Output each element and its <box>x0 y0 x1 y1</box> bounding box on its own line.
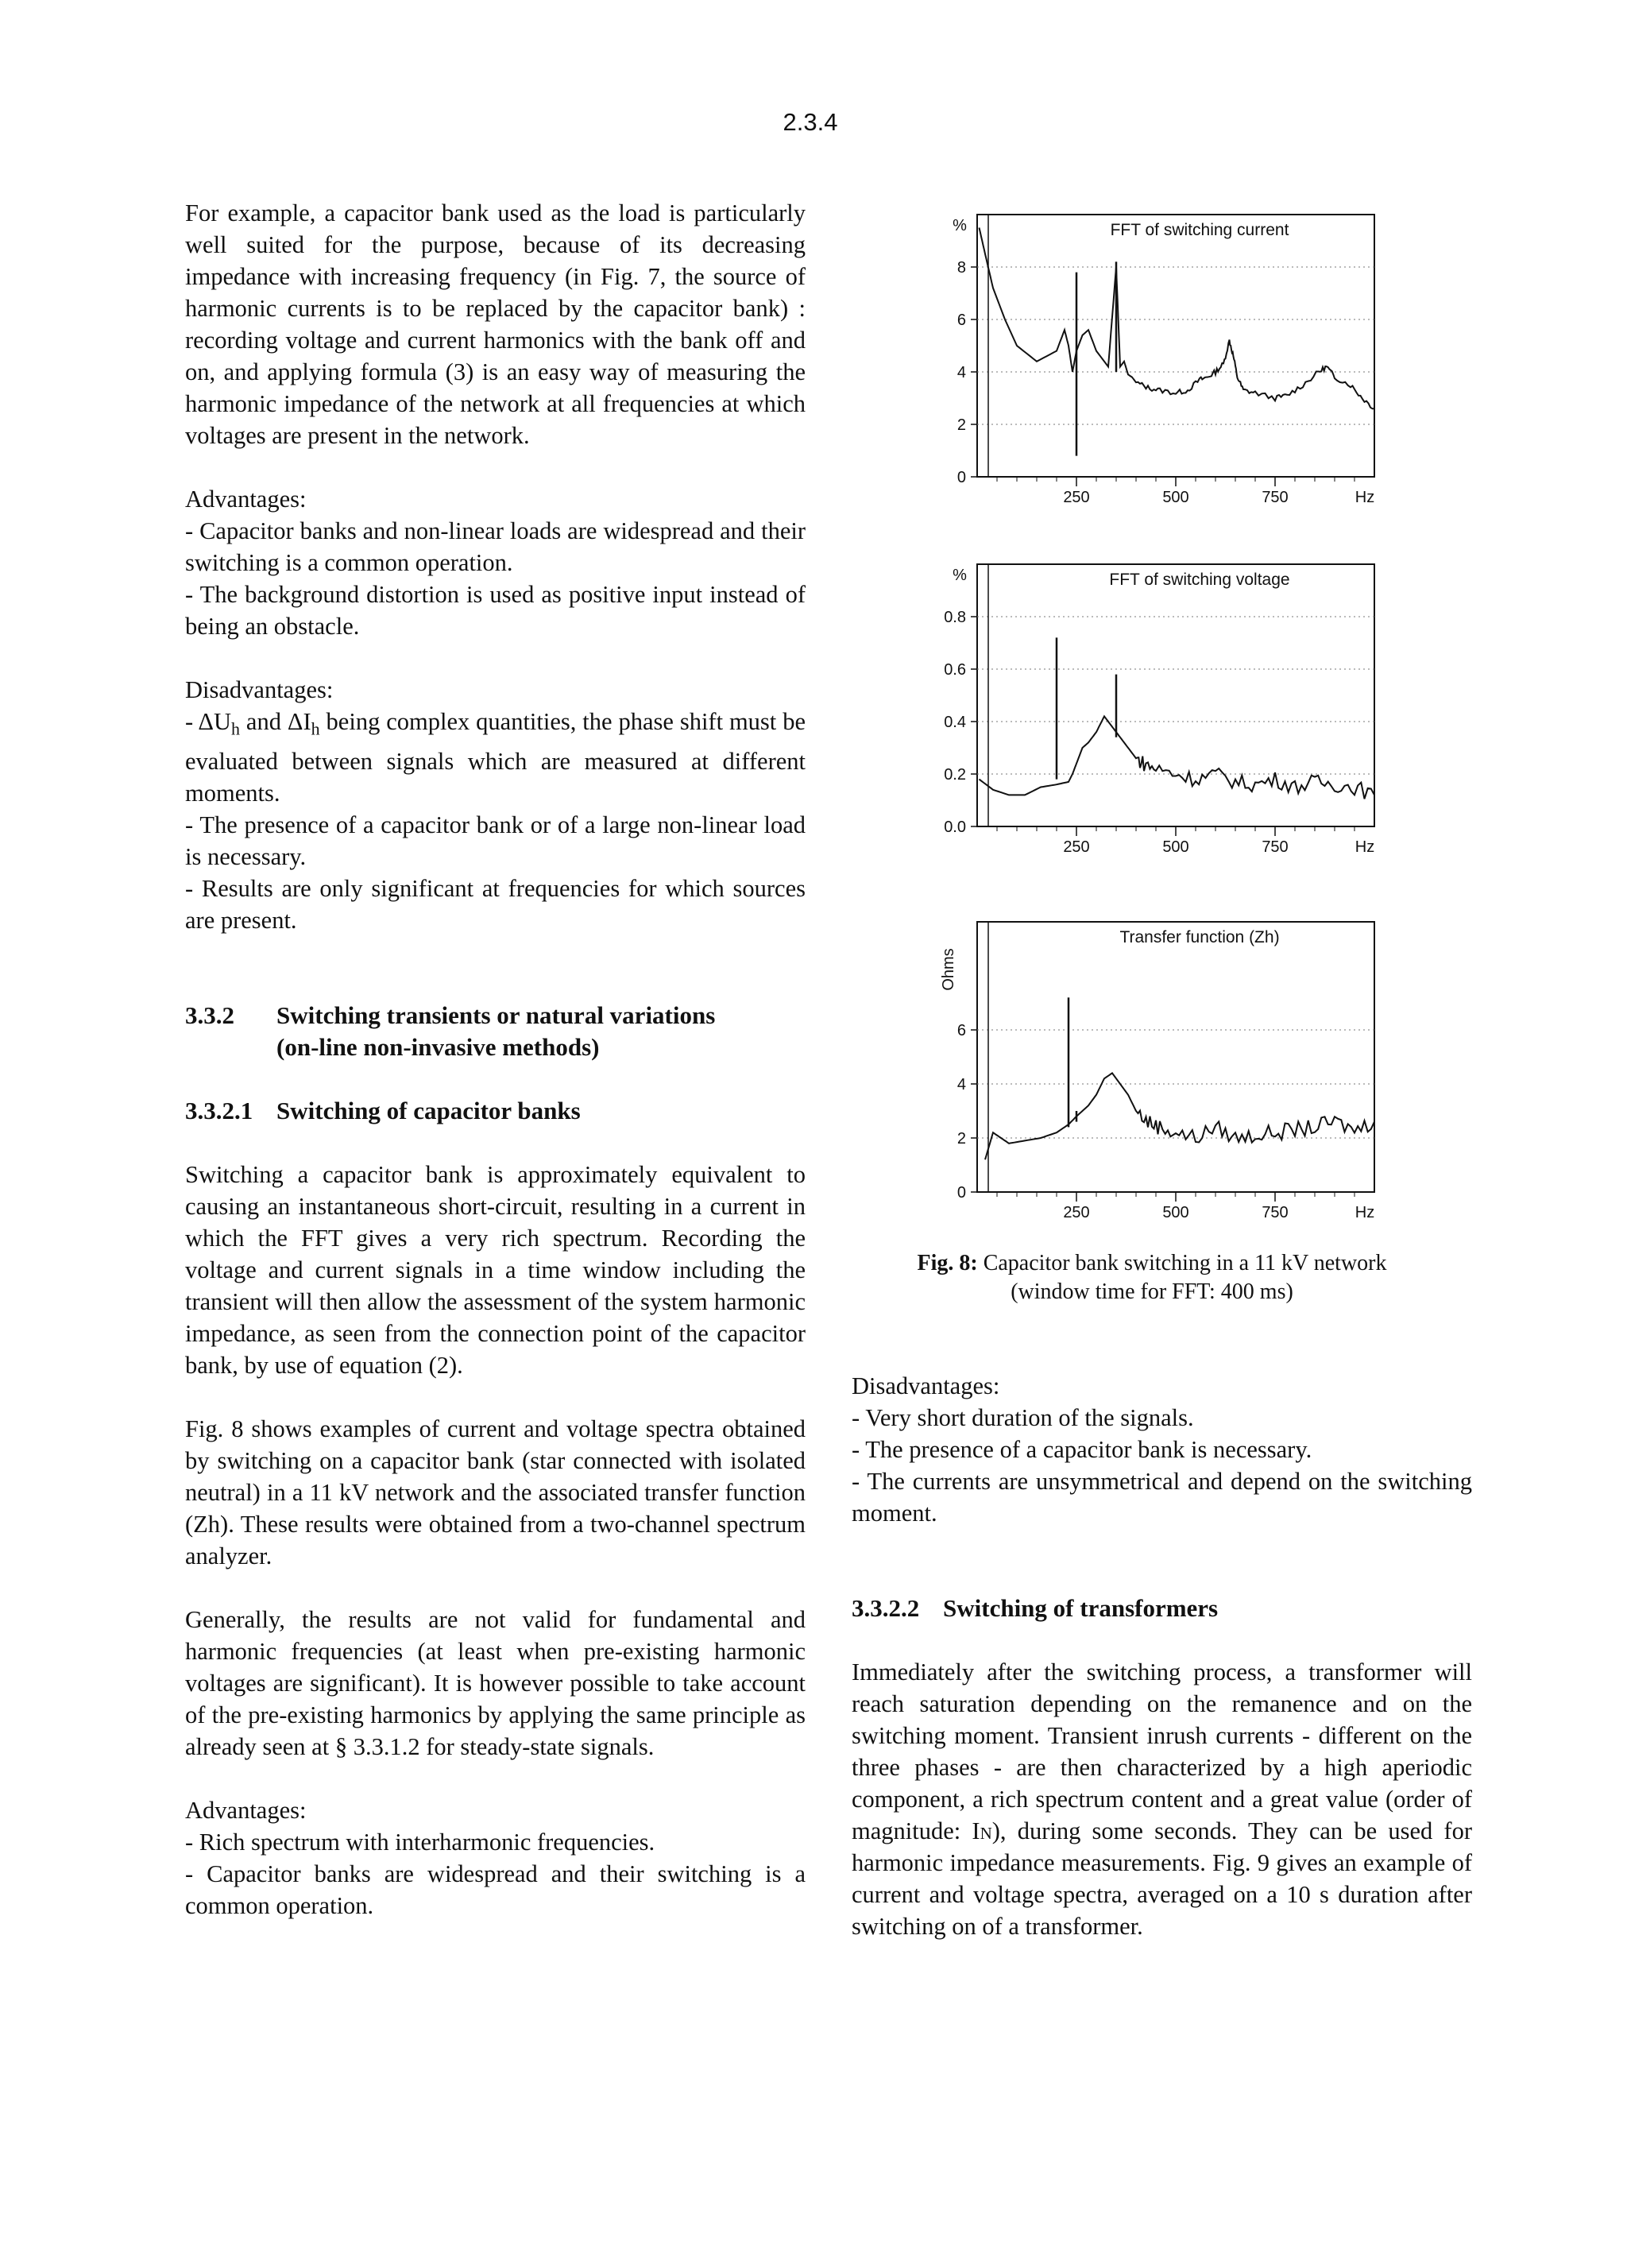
y-tick-label: 2 <box>956 416 966 434</box>
list-item: - Results are only significant at frequencies for which sources are present. <box>185 874 806 934</box>
list-item: - Very short duration of the signals. <box>852 1404 1194 1431</box>
section-number: 3.3.2 <box>185 1000 234 1029</box>
section-title-line1: Switching transients or natural variations <box>276 1000 716 1029</box>
section-heading-3322 <box>852 1593 1472 1624</box>
y-tick-label: 0.0 <box>944 819 966 836</box>
data-series-line <box>980 228 1375 409</box>
y-tick-label: 0 <box>956 1184 966 1202</box>
caption-label: Fig. 8: <box>917 1251 978 1275</box>
section-title: Switching of transformers <box>943 1594 1219 1622</box>
list-item: - Capacitor banks are widespread and their switching is a common operation. <box>185 1860 806 1919</box>
y-tick-label: 0.6 <box>944 661 966 679</box>
x-axis-label: Hz <box>1355 1204 1375 1221</box>
y-tick-label: 8 <box>956 259 966 277</box>
list-item: - Capacitor banks and non-linear loads are widespread and their switching is a common operation. <box>185 517 806 576</box>
paragraph-text: Immediately after the switching process, a transformer will reach saturation depending on the remanence and on the switching moment. Transient inrush currents - different on the three phases - are then characterized by a high aperiodic component, a rich spectrum content and a great value (order of magnitude: <box>852 1658 1472 1844</box>
section-heading-332 <box>185 1000 806 1063</box>
x-tick-label: 750 <box>1262 838 1289 856</box>
y-tick-label: 6 <box>956 312 966 329</box>
disadvantages-label: Disadvantages: <box>852 1372 1000 1399</box>
disadvantages-label: Disadvantages: <box>185 676 334 703</box>
y-axis-label: % <box>953 217 967 234</box>
y-tick-label: 6 <box>956 1022 966 1039</box>
section-heading-3321 <box>185 1095 806 1127</box>
page-number: 2.3.4 <box>783 108 838 136</box>
x-tick-label: 750 <box>1262 489 1289 506</box>
figure-8-charts <box>914 199 1390 1232</box>
subscript-h: h <box>231 718 241 739</box>
plot-frame <box>977 564 1374 826</box>
x-tick-label: 250 <box>1063 489 1090 506</box>
caption-line2: (window time for FFT: 400 ms) <box>1011 1279 1293 1304</box>
disadvantages-list <box>852 1402 1472 1529</box>
caption-line1: Capacitor bank switching in a 11 kV network <box>977 1251 1387 1275</box>
y-tick-label: 0 <box>956 469 966 486</box>
advantages-label: Advantages: <box>185 486 307 513</box>
x-tick-label: 500 <box>1162 838 1189 856</box>
y-tick-label: 0.4 <box>944 714 966 731</box>
section-title-line2: (on-line non-invasive methods) <box>276 1032 600 1061</box>
x-tick-label: 500 <box>1162 489 1189 506</box>
advantages-list <box>185 515 806 642</box>
x-tick-label: 750 <box>1262 1204 1289 1221</box>
advantages-label: Advantages: <box>185 1796 307 1824</box>
fig8-paragraph: Fig. 8 shows examples of current and voltage spectra obtained by switching on a capacitor bank (star connected with isolated neutral) in a 11 kV network and the associated transfer function (Zh). These results were obtained from a two-channel spectrum analyzer. <box>185 1415 806 1569</box>
phase-shift-text: being complex quantities, the phase shift must be evaluated between signals which are measured at different moments. <box>185 708 806 807</box>
y-tick-label: 0.8 <box>944 609 966 626</box>
y-tick-label: 2 <box>956 1130 966 1148</box>
chart-title: FFT of switching voltage <box>1109 571 1290 589</box>
data-series-line <box>985 1073 1374 1159</box>
x-axis-label: Hz <box>1355 489 1375 506</box>
chart-title: FFT of switching current <box>1110 221 1289 239</box>
y-tick-label: 4 <box>956 1076 966 1093</box>
figure-caption <box>874 1249 1430 1306</box>
section-title: Switching of capacitor banks <box>276 1096 581 1124</box>
intro-paragraph: For example, a capacitor bank used as the load is particularly well suited for the purpose, because of its decreasing impedance with increasing frequency (in Fig. 7, the source of harmonic currents is to be replaced by the capacitor bank) : recording voltage and current harmonics with the bank off and on, and applying formula (3) is an easy way of measuring the harmonic impedance of the network at all frequencies at which voltages are present in the network. <box>185 199 806 449</box>
x-tick-label: 250 <box>1063 838 1090 856</box>
plot-frame <box>977 922 1374 1192</box>
list-item: - Rich spectrum with interharmonic frequencies. <box>185 1828 655 1856</box>
list-item <box>185 706 806 809</box>
disadvantages-list <box>185 706 806 936</box>
list-item: - The background distortion is used as positive input instead of being an obstacle. <box>185 581 806 640</box>
delta-i-text: and ΔI <box>240 708 311 735</box>
generally-paragraph: Generally, the results are not valid for fundamental and harmonic frequencies (at least when pre-existing harmonic voltages are significant). It is however possible to take account of the pre-existing harmonics by applying the same principle as already seen at § 3.3.1.2 for steady-state signals. <box>185 1605 806 1760</box>
paragraph-text: ), during some seconds. They can be used for harmonic impedance measurements. Fig. 9 gives an example of current and voltage spectra, averaged on a 10 s duration after switching on of a transformer. <box>852 1817 1472 1940</box>
switching-paragraph: Switching a capacitor bank is approximately equivalent to causing an instantaneous short-circuit, resulting in a current in which the FFT gives a very rich spectrum. Recording the voltage and current signals in a time window including the transient will then allow the assessment of the system harmonic impedance, as seen from the connection point of the capacitor bank, by use of equation (2). <box>185 1160 806 1379</box>
x-tick-label: 250 <box>1063 1204 1090 1221</box>
y-axis-label: Ohms <box>940 948 957 991</box>
transformers-paragraph <box>852 1656 1472 1942</box>
section-number: 3.3.2.2 <box>852 1594 920 1622</box>
section-number: 3.3.2.1 <box>185 1096 253 1124</box>
data-series-line <box>980 716 1375 799</box>
right-column <box>852 1370 1472 1942</box>
left-column <box>185 197 806 1953</box>
rated-current-symbol: In <box>972 1817 992 1844</box>
y-tick-label: 4 <box>956 364 966 381</box>
y-axis-label: % <box>953 567 967 584</box>
advantages-list <box>185 1826 806 1922</box>
x-tick-label: 500 <box>1162 1204 1189 1221</box>
x-axis-label: Hz <box>1355 838 1375 856</box>
list-item: - The currents are unsymmetrical and depend on the switching moment. <box>852 1468 1472 1527</box>
plot-frame <box>977 215 1374 477</box>
chart-title: Transfer function (Zh) <box>1119 928 1280 946</box>
list-item: - The presence of a capacitor bank or of a large non-linear load is necessary. <box>185 811 806 870</box>
delta-u-text: - ΔU <box>185 708 232 735</box>
subscript-h: h <box>311 718 320 739</box>
y-tick-label: 0.2 <box>944 766 966 784</box>
list-item: - The presence of a capacitor bank is necessary. <box>852 1436 1312 1463</box>
